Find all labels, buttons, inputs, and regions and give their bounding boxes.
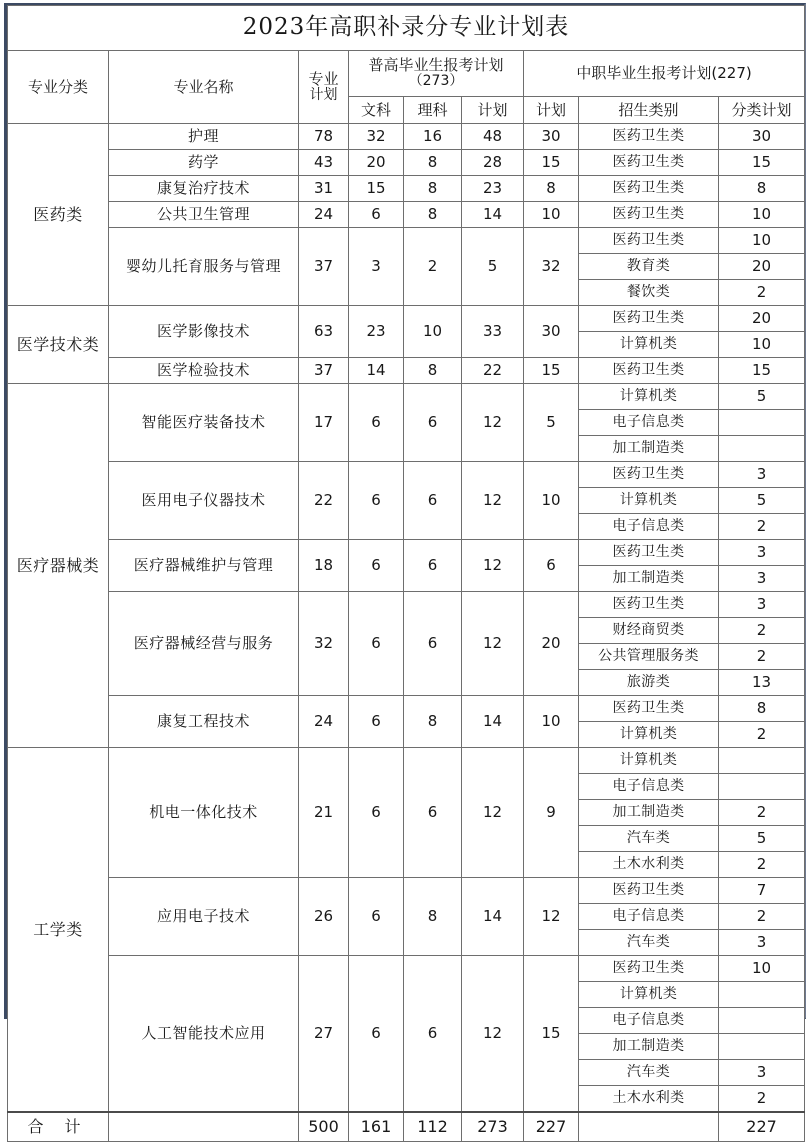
major-plan-cell: 63 (299, 306, 349, 358)
wenke-cell: 6 (349, 540, 404, 592)
major-plan-cell: 17 (299, 384, 349, 462)
major-plan-cell: 32 (299, 592, 349, 696)
enroll-type-cell: 加工制造类 (579, 800, 719, 826)
enroll-type-cell: 电子信息类 (579, 514, 719, 540)
plan-cell: 14 (462, 202, 524, 228)
plan-cell: 14 (462, 878, 524, 956)
total-major-plan: 500 (299, 1112, 349, 1142)
data-row (8, 306, 805, 332)
like-cell: 2 (404, 228, 462, 306)
major-plan-cell: 24 (299, 696, 349, 748)
enroll-type-cell: 医药卫生类 (579, 540, 719, 566)
enroll-type-cell: 医药卫生类 (579, 150, 719, 176)
category-cell: 医学技术类 (8, 306, 109, 384)
zz-plan-cell: 5 (524, 384, 579, 462)
zz-plan-cell: 10 (524, 696, 579, 748)
data-row (8, 878, 805, 904)
zz-plan-cell: 10 (524, 462, 579, 540)
zz-plan-cell: 15 (524, 358, 579, 384)
wenke-cell: 20 (349, 150, 404, 176)
data-row (8, 202, 805, 228)
enroll-type-cell: 教育类 (579, 254, 719, 280)
wenke-cell: 3 (349, 228, 404, 306)
major-name-cell: 医学影像技术 (109, 306, 299, 358)
title-row (8, 6, 805, 51)
total-wenke: 161 (349, 1112, 404, 1142)
major-plan-cell: 22 (299, 462, 349, 540)
enroll-type-cell: 医药卫生类 (579, 202, 719, 228)
total-plan: 273 (462, 1112, 524, 1142)
type-plan-cell: 2 (719, 722, 805, 748)
major-plan-cell: 37 (299, 228, 349, 306)
like-cell: 16 (404, 124, 462, 150)
type-plan-cell: 5 (719, 488, 805, 514)
zz-plan-cell: 10 (524, 202, 579, 228)
type-plan-cell: 2 (719, 644, 805, 670)
category-cell: 医药类 (8, 124, 109, 306)
wenke-cell: 6 (349, 748, 404, 878)
wenke-cell: 6 (349, 878, 404, 956)
type-plan-cell: 2 (719, 904, 805, 930)
enroll-type-cell: 医药卫生类 (579, 228, 719, 254)
enroll-type-cell: 医药卫生类 (579, 462, 719, 488)
major-name-cell: 机电一体化技术 (109, 748, 299, 878)
type-plan-cell (719, 748, 805, 774)
col-header-major-plan (299, 51, 349, 124)
enroll-type-cell: 计算机类 (579, 384, 719, 410)
major-plan-line1: 专业 (308, 69, 339, 88)
type-plan-cell: 8 (719, 176, 805, 202)
zz-plan-cell: 32 (524, 228, 579, 306)
wenke-cell: 15 (349, 176, 404, 202)
data-row (8, 540, 805, 566)
enroll-type-cell: 电子信息类 (579, 1008, 719, 1034)
enroll-type-cell: 医药卫生类 (579, 956, 719, 982)
data-row (8, 176, 805, 202)
type-plan-cell: 10 (719, 332, 805, 358)
enroll-type-cell: 计算机类 (579, 332, 719, 358)
data-row (8, 748, 805, 774)
like-cell: 8 (404, 150, 462, 176)
type-plan-cell (719, 410, 805, 436)
major-plan-cell: 26 (299, 878, 349, 956)
group-header-zhongzhi: 中职毕业生报考计划(227) (524, 51, 805, 97)
type-plan-cell: 8 (719, 696, 805, 722)
col-header-major: 专业名称 (109, 51, 299, 124)
like-cell: 8 (404, 202, 462, 228)
type-plan-cell: 30 (719, 124, 805, 150)
type-plan-cell: 2 (719, 852, 805, 878)
type-plan-cell: 7 (719, 878, 805, 904)
zz-plan-cell: 15 (524, 956, 579, 1113)
plan-cell: 23 (462, 176, 524, 202)
major-plan-cell: 43 (299, 150, 349, 176)
type-plan-cell (719, 1008, 805, 1034)
col-header-wenke: 文科 (349, 97, 404, 124)
like-cell: 8 (404, 358, 462, 384)
major-name-cell: 医疗器械经营与服务 (109, 592, 299, 696)
type-plan-cell (719, 982, 805, 1008)
type-plan-cell: 3 (719, 930, 805, 956)
type-plan-cell: 2 (719, 1086, 805, 1113)
total-enroll-type (579, 1112, 719, 1142)
putong-line1: 普高毕业生报考计划 (368, 56, 504, 75)
plan-cell: 28 (462, 150, 524, 176)
like-cell: 6 (404, 540, 462, 592)
enroll-type-cell: 财经商贸类 (579, 618, 719, 644)
enroll-type-cell: 餐饮类 (579, 280, 719, 306)
like-cell: 6 (404, 956, 462, 1113)
type-plan-cell: 13 (719, 670, 805, 696)
plan-table (7, 5, 805, 1142)
enroll-type-cell: 医药卫生类 (579, 696, 719, 722)
enroll-type-cell: 汽车类 (579, 930, 719, 956)
enroll-type-cell: 电子信息类 (579, 774, 719, 800)
data-row (8, 384, 805, 410)
plan-cell: 48 (462, 124, 524, 150)
major-plan-cell: 37 (299, 358, 349, 384)
plan-cell: 12 (462, 540, 524, 592)
like-cell: 6 (404, 748, 462, 878)
major-name-cell: 护理 (109, 124, 299, 150)
plan-cell: 12 (462, 592, 524, 696)
data-row (8, 124, 805, 150)
putong-line2: （273） (408, 73, 464, 90)
major-plan-cell: 21 (299, 748, 349, 878)
plan-cell: 12 (462, 748, 524, 878)
plan-cell: 12 (462, 956, 524, 1113)
type-plan-cell: 15 (719, 358, 805, 384)
zz-plan-cell: 15 (524, 150, 579, 176)
type-plan-cell: 2 (719, 280, 805, 306)
enroll-type-cell: 汽车类 (579, 1060, 719, 1086)
major-plan-cell: 78 (299, 124, 349, 150)
enroll-type-cell: 计算机类 (579, 982, 719, 1008)
enroll-type-cell: 加工制造类 (579, 436, 719, 462)
plan-cell: 22 (462, 358, 524, 384)
col-header-plan: 计划 (462, 97, 524, 124)
wenke-cell: 6 (349, 592, 404, 696)
plan-cell: 14 (462, 696, 524, 748)
group-header-putong (349, 51, 524, 97)
type-plan-cell: 10 (719, 956, 805, 982)
total-zz-plan: 227 (524, 1112, 579, 1142)
enroll-type-cell: 医药卫生类 (579, 176, 719, 202)
like-cell: 10 (404, 306, 462, 358)
enroll-type-cell: 电子信息类 (579, 904, 719, 930)
col-header-enroll-type: 招生类别 (579, 97, 719, 124)
major-plan-line2: 计划 (309, 86, 338, 103)
type-plan-cell: 3 (719, 566, 805, 592)
data-row (8, 462, 805, 488)
type-plan-cell: 15 (719, 150, 805, 176)
plan-cell: 33 (462, 306, 524, 358)
major-name-cell: 智能医疗装备技术 (109, 384, 299, 462)
type-plan-cell: 5 (719, 384, 805, 410)
enroll-type-cell: 医药卫生类 (579, 358, 719, 384)
data-row (8, 592, 805, 618)
type-plan-cell: 3 (719, 592, 805, 618)
major-name-cell: 医学检验技术 (109, 358, 299, 384)
enroll-type-cell: 加工制造类 (579, 1034, 719, 1060)
enroll-type-cell: 公共管理服务类 (579, 644, 719, 670)
major-name-cell: 康复工程技术 (109, 696, 299, 748)
enroll-type-cell: 汽车类 (579, 826, 719, 852)
page-title: 2023年高职补录分专业计划表 (8, 6, 805, 51)
like-cell: 8 (404, 878, 462, 956)
enroll-type-cell: 旅游类 (579, 670, 719, 696)
major-name-cell: 医用电子仪器技术 (109, 462, 299, 540)
total-type-plan: 227 (719, 1112, 805, 1142)
wenke-cell: 6 (349, 202, 404, 228)
major-name-cell: 药学 (109, 150, 299, 176)
zz-plan-cell: 12 (524, 878, 579, 956)
data-row (8, 696, 805, 722)
total-major-name (109, 1112, 299, 1142)
type-plan-cell (719, 774, 805, 800)
major-plan-cell: 31 (299, 176, 349, 202)
type-plan-cell: 3 (719, 540, 805, 566)
wenke-cell: 6 (349, 384, 404, 462)
like-cell: 6 (404, 592, 462, 696)
plan-cell: 12 (462, 384, 524, 462)
like-cell: 6 (404, 462, 462, 540)
total-like: 112 (404, 1112, 462, 1142)
type-plan-cell: 2 (719, 514, 805, 540)
major-name-cell: 人工智能技术应用 (109, 956, 299, 1113)
enroll-type-cell: 电子信息类 (579, 410, 719, 436)
enroll-type-cell: 医药卫生类 (579, 124, 719, 150)
like-cell: 8 (404, 176, 462, 202)
enroll-type-cell: 医药卫生类 (579, 306, 719, 332)
enroll-type-cell: 计算机类 (579, 722, 719, 748)
zz-plan-cell: 6 (524, 540, 579, 592)
category-cell: 工学类 (8, 748, 109, 1113)
enroll-type-cell: 医药卫生类 (579, 592, 719, 618)
major-name-cell: 康复治疗技术 (109, 176, 299, 202)
type-plan-cell: 3 (719, 1060, 805, 1086)
col-header-category: 专业分类 (8, 51, 109, 124)
wenke-cell: 6 (349, 956, 404, 1113)
major-plan-cell: 24 (299, 202, 349, 228)
enroll-type-cell: 土木水利类 (579, 1086, 719, 1113)
enroll-type-cell: 土木水利类 (579, 852, 719, 878)
header-row-1 (8, 51, 805, 97)
category-cell: 医疗器械类 (8, 384, 109, 748)
like-cell: 8 (404, 696, 462, 748)
zz-plan-cell: 8 (524, 176, 579, 202)
type-plan-cell: 10 (719, 202, 805, 228)
data-row (8, 956, 805, 982)
enroll-type-cell: 医药卫生类 (579, 878, 719, 904)
major-plan-cell: 18 (299, 540, 349, 592)
col-header-zz-plan: 计划 (524, 97, 579, 124)
wenke-cell: 32 (349, 124, 404, 150)
like-cell: 6 (404, 384, 462, 462)
type-plan-cell: 20 (719, 306, 805, 332)
plan-cell: 5 (462, 228, 524, 306)
data-row (8, 358, 805, 384)
wenke-cell: 23 (349, 306, 404, 358)
major-name-cell: 公共卫生管理 (109, 202, 299, 228)
major-name-cell: 应用电子技术 (109, 878, 299, 956)
col-header-like: 理科 (404, 97, 462, 124)
zz-plan-cell: 30 (524, 124, 579, 150)
enroll-type-cell: 加工制造类 (579, 566, 719, 592)
data-row (8, 228, 805, 254)
wenke-cell: 14 (349, 358, 404, 384)
zz-plan-cell: 20 (524, 592, 579, 696)
type-plan-cell: 5 (719, 826, 805, 852)
enroll-type-cell: 计算机类 (579, 748, 719, 774)
wenke-cell: 6 (349, 462, 404, 540)
type-plan-cell: 3 (719, 462, 805, 488)
type-plan-cell: 2 (719, 618, 805, 644)
enroll-type-cell: 计算机类 (579, 488, 719, 514)
major-plan-cell: 27 (299, 956, 349, 1113)
zz-plan-cell: 30 (524, 306, 579, 358)
col-header-type-plan: 分类计划 (719, 97, 805, 124)
type-plan-cell (719, 436, 805, 462)
major-name-cell: 医疗器械维护与管理 (109, 540, 299, 592)
data-row (8, 150, 805, 176)
zz-plan-cell: 9 (524, 748, 579, 878)
major-name-cell: 婴幼儿托育服务与管理 (109, 228, 299, 306)
wenke-cell: 6 (349, 696, 404, 748)
type-plan-cell: 2 (719, 800, 805, 826)
sheet-frame (4, 3, 806, 1137)
plan-cell: 12 (462, 462, 524, 540)
type-plan-cell: 20 (719, 254, 805, 280)
type-plan-cell: 10 (719, 228, 805, 254)
total-label: 合 计 (8, 1112, 109, 1142)
total-row (8, 1112, 805, 1142)
type-plan-cell (719, 1034, 805, 1060)
